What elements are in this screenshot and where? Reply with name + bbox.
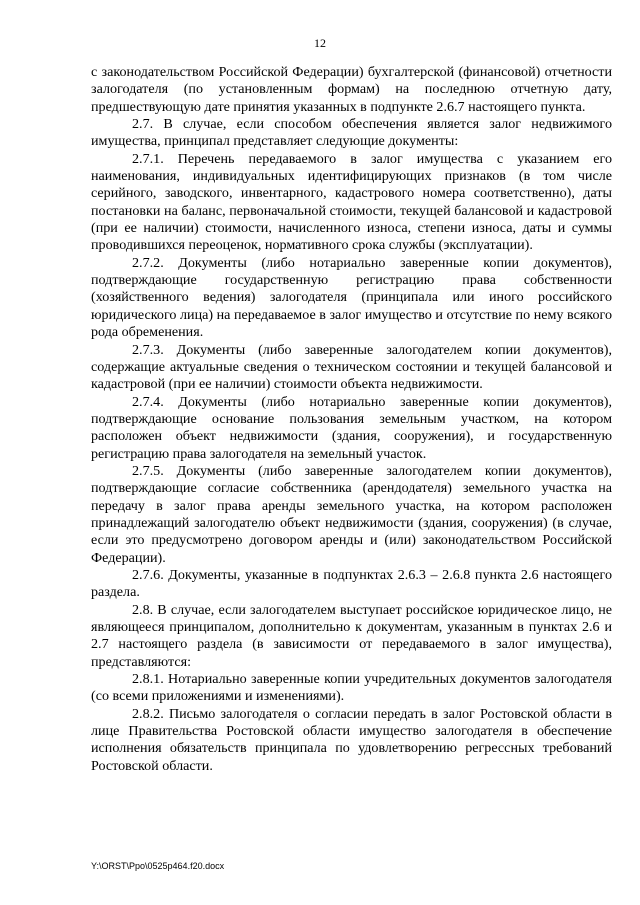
- paragraph-continuation: с законодательством Российской Федерации) бухгалтерской (финансовой) отчетности залогодателя (по установленным формам) на последнюю отчетную дату, предшествующую дате принятия указанных в подпункте 2.6.7 настоящего пункта.: [91, 64, 612, 115]
- paragraph-2-8-1: 2.8.1. Нотариально заверенные копии учредительных документов залогодателя (со всеми приложениями и изменениями).: [91, 671, 612, 705]
- paragraph-2-7-2: 2.7.2. Документы (либо нотариально заверенные копии документов), подтверждающие государственную регистрацию права собственности (хозяйственного ведения) залогодателя (принципала или иного российского юридического лица) на передаваемое в залог имущество и отсутствие по нему всякого рода обременения.: [91, 254, 612, 341]
- paragraph-2-7-1: 2.7.1. Перечень передаваемого в залог имущества с указанием его наименования, индивидуальных идентифицирующих признаков (в том числе серийного, заводского, инвентарного, кадастрового номера соответственно), даты постановки на баланс, первоначальной стоимости, текущей балансовой и кадастровой (при ее наличии) стоимости, начисленного износа, степени износа, даты и суммы проводившихся переоценок, нормативного срока службы (эксплуатации).: [91, 150, 612, 254]
- paragraph-2-7: 2.7. В случае, если способом обеспечения является залог недвижимого имущества, принципал представляет следующие документы:: [91, 116, 612, 150]
- paragraph-2-7-4: 2.7.4. Документы (либо нотариально заверенные копии документов), подтверждающие основание пользования земельным участком, на котором расположен объект недвижимости (здания, сооружения), и государственную регистрацию права залогодателя на земельный участок.: [91, 393, 612, 462]
- paragraph-2-7-3: 2.7.3. Документы (либо заверенные залогодателем копии документов), содержащие актуальные сведения о техническом состоянии и текущей балансовой и кадастровой (при ее наличии) стоимости объекта недвижимости.: [91, 341, 612, 393]
- page-number: 12: [314, 36, 326, 50]
- footer-file-path: Y:\ORST\Ppo\0525p464.f20.docx: [91, 861, 225, 871]
- paragraph-2-8-2: 2.8.2. Письмо залогодателя о согласии передать в залог Ростовской области в лице Правительства Ростовской области имущество залогодателя в обеспечение исполнения обязательств принципала по удовлетворению регрессных требований Ростовской области.: [91, 705, 612, 774]
- paragraph-2-7-6: 2.7.6. Документы, указанные в подпунктах 2.6.3 – 2.6.8 пункта 2.6 настоящего раздела.: [91, 566, 612, 601]
- document-body: [91, 64, 612, 775]
- paragraph-2-8: 2.8. В случае, если залогодателем выступает российское юридическое лицо, не являющееся принципалом, дополнительно к документам, указанным в пунктах 2.6 и 2.7 настоящего раздела (в зависимости от передаваемого в залог имущества), представляются:: [91, 601, 612, 670]
- paragraph-2-7-5: 2.7.5. Документы (либо заверенные залогодателем копии документов), подтверждающие согласие собственника (арендодателя) земельного участка на передачу в залог права аренды земельного участка, на котором расположен принадлежащий залогодателю объект недвижимости (здания, сооружения) (в случае, если это предусмотрено договором аренды и (или) законодательством Российской Федерации).: [91, 462, 612, 566]
